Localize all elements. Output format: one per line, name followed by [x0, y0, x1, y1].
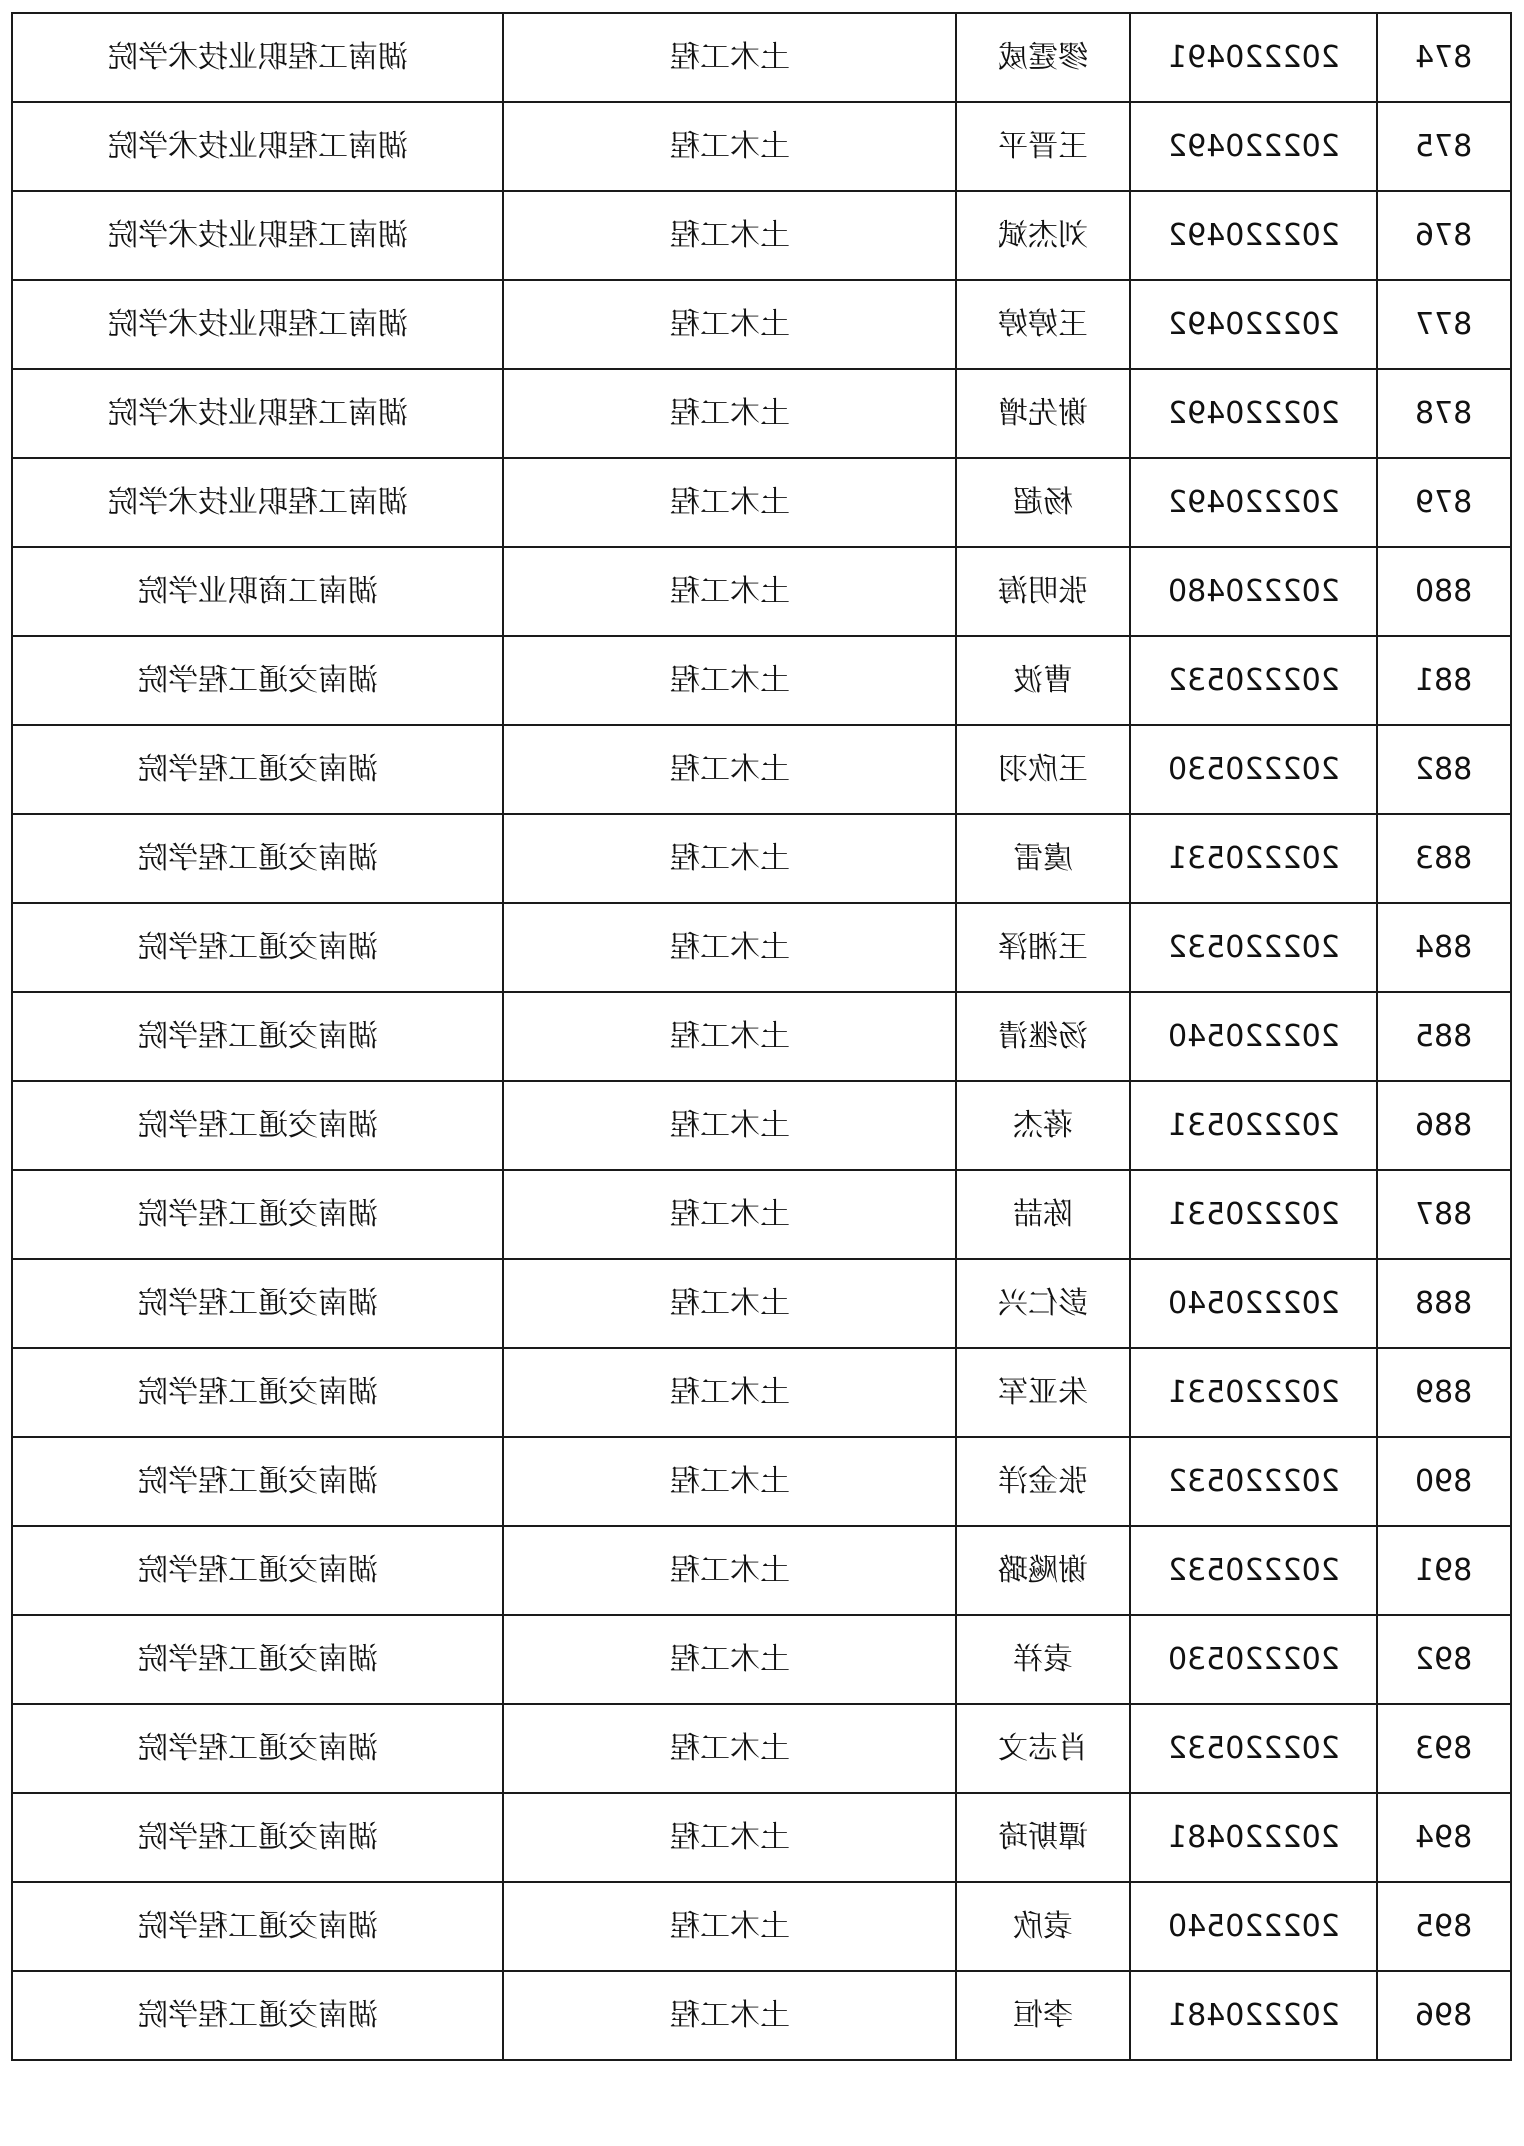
table-row: [12, 1081, 1511, 1170]
table-row: [12, 458, 1511, 547]
number-cell: [1377, 1526, 1511, 1615]
id-text: 202220531: [1167, 840, 1340, 876]
number-cell: [1377, 1882, 1511, 1971]
major-cell: [503, 1081, 956, 1170]
table-row: [12, 814, 1511, 903]
major-text: 土木工程: [669, 1819, 790, 1855]
major-cell: [503, 1526, 956, 1615]
school-cell: [12, 547, 503, 636]
table-row: [12, 369, 1511, 458]
name-text: 朱亚军: [998, 1374, 1088, 1410]
id-cell: [1130, 102, 1377, 191]
major-cell: [503, 1882, 956, 1971]
school-text: 湖南交通工程学院: [137, 1018, 378, 1054]
school-text: 湖南工程职业技术学院: [107, 306, 408, 342]
table-row: [12, 1437, 1511, 1526]
name-text: 虞雷: [1013, 840, 1073, 876]
number-text: 896: [1415, 1997, 1473, 2033]
major-text: 土木工程: [669, 306, 790, 342]
table-row: [12, 1882, 1511, 1971]
id-text: 202220532: [1167, 1552, 1340, 1588]
id-cell: [1130, 1170, 1377, 1259]
name-cell: [956, 903, 1130, 992]
id-cell: [1130, 814, 1377, 903]
id-text: 202220531: [1167, 1374, 1340, 1410]
number-text: 891: [1415, 1552, 1473, 1588]
number-text: 889: [1415, 1374, 1473, 1410]
major-text: 土木工程: [669, 1285, 790, 1321]
major-cell: [503, 1170, 956, 1259]
school-text: 湖南交通工程学院: [137, 1285, 378, 1321]
school-cell: [12, 1259, 503, 1348]
school-text: 湖南交通工程学院: [137, 1463, 378, 1499]
table-row: [12, 191, 1511, 280]
number-cell: [1377, 458, 1511, 547]
major-text: 土木工程: [669, 1463, 790, 1499]
school-cell: [12, 1170, 503, 1259]
number-cell: [1377, 992, 1511, 1081]
school-cell: [12, 1971, 503, 2060]
school-cell: [12, 903, 503, 992]
name-text: 王婷婷: [998, 306, 1088, 342]
school-text: 湖南工程职业技术学院: [107, 484, 408, 520]
school-text: 湖南交通工程学院: [137, 1641, 378, 1677]
name-text: 张金洋: [998, 1463, 1088, 1499]
name-text: 曹波: [1013, 662, 1073, 698]
major-cell: [503, 1348, 956, 1437]
major-text: 土木工程: [669, 39, 790, 75]
table-row: [12, 547, 1511, 636]
id-cell: [1130, 1081, 1377, 1170]
school-text: 湖南交通工程学院: [137, 840, 378, 876]
school-text: 湖南交通工程学院: [137, 929, 378, 965]
number-cell: [1377, 814, 1511, 903]
id-cell: [1130, 1348, 1377, 1437]
school-cell: [12, 1437, 503, 1526]
table-row: [12, 1971, 1511, 2060]
number-text: 876: [1415, 217, 1473, 253]
school-cell: [12, 814, 503, 903]
id-text: 202220532: [1167, 1730, 1340, 1766]
name-text: 张明海: [998, 573, 1088, 609]
id-text: 202220540: [1167, 1018, 1340, 1054]
major-text: 土木工程: [669, 1730, 790, 1766]
major-text: 土木工程: [669, 751, 790, 787]
major-cell: [503, 903, 956, 992]
name-text: 王欣羽: [998, 751, 1088, 787]
name-cell: [956, 13, 1130, 102]
school-text: 湖南工程职业技术学院: [107, 128, 408, 164]
major-cell: [503, 1259, 956, 1348]
number-cell: [1377, 102, 1511, 191]
major-cell: [503, 1971, 956, 2060]
name-cell: [956, 1526, 1130, 1615]
name-text: 蒋杰: [1013, 1107, 1073, 1143]
name-text: 袁欣: [1013, 1908, 1073, 1944]
id-text: 202220532: [1167, 929, 1340, 965]
school-text: 湖南交通工程学院: [137, 662, 378, 698]
school-cell: [12, 636, 503, 725]
school-cell: [12, 1882, 503, 1971]
table-row: [12, 102, 1511, 191]
school-text: 湖南工程职业技术学院: [107, 395, 408, 431]
school-cell: [12, 992, 503, 1081]
number-cell: [1377, 1259, 1511, 1348]
id-cell: [1130, 458, 1377, 547]
major-cell: [503, 1704, 956, 1793]
id-cell: [1130, 547, 1377, 636]
number-cell: [1377, 1348, 1511, 1437]
school-text: 湖南工程职业技术学院: [107, 39, 408, 75]
major-cell: [503, 102, 956, 191]
id-text: 202220540: [1167, 1908, 1340, 1944]
school-cell: [12, 1526, 503, 1615]
id-text: 202220492: [1167, 217, 1340, 253]
id-text: 202220492: [1167, 128, 1340, 164]
id-cell: [1130, 636, 1377, 725]
name-text: 刘杰斌: [998, 217, 1088, 253]
major-text: 土木工程: [669, 1641, 790, 1677]
number-text: 881: [1415, 662, 1473, 698]
name-cell: [956, 1704, 1130, 1793]
name-cell: [956, 191, 1130, 280]
id-cell: [1130, 903, 1377, 992]
number-cell: [1377, 1971, 1511, 2060]
school-text: 湖南交通工程学院: [137, 751, 378, 787]
id-cell: [1130, 1437, 1377, 1526]
id-text: 202220531: [1167, 1107, 1340, 1143]
name-cell: [956, 1259, 1130, 1348]
table-row: [12, 992, 1511, 1081]
id-cell: [1130, 191, 1377, 280]
name-cell: [956, 992, 1130, 1081]
number-text: 874: [1415, 39, 1473, 75]
name-text: 李恒: [1013, 1997, 1073, 2033]
table-row: [12, 1615, 1511, 1704]
name-cell: [956, 1793, 1130, 1882]
major-cell: [503, 725, 956, 814]
major-cell: [503, 13, 956, 102]
school-cell: [12, 1081, 503, 1170]
name-cell: [956, 1170, 1130, 1259]
name-cell: [956, 725, 1130, 814]
number-cell: [1377, 191, 1511, 280]
major-cell: [503, 369, 956, 458]
school-text: 湖南交通工程学院: [137, 1552, 378, 1588]
number-cell: [1377, 1615, 1511, 1704]
name-text: 肖志文: [998, 1730, 1088, 1766]
school-text: 湖南交通工程学院: [137, 1196, 378, 1232]
table-row: [12, 280, 1511, 369]
major-text: 土木工程: [669, 1107, 790, 1143]
major-text: 土木工程: [669, 1908, 790, 1944]
name-text: 汤继清: [998, 1018, 1088, 1054]
table-row: [12, 725, 1511, 814]
name-cell: [956, 1437, 1130, 1526]
table-row: [12, 1259, 1511, 1348]
major-text: 土木工程: [669, 840, 790, 876]
name-cell: [956, 636, 1130, 725]
name-cell: [956, 1081, 1130, 1170]
id-text: 202220532: [1167, 662, 1340, 698]
number-text: 875: [1415, 128, 1473, 164]
major-cell: [503, 458, 956, 547]
major-cell: [503, 1615, 956, 1704]
major-cell: [503, 636, 956, 725]
roster-body: [12, 13, 1511, 2060]
id-text: 202220492: [1167, 306, 1340, 342]
id-cell: [1130, 1793, 1377, 1882]
school-cell: [12, 1615, 503, 1704]
number-text: 895: [1415, 1908, 1473, 1944]
school-cell: [12, 1704, 503, 1793]
major-text: 土木工程: [669, 662, 790, 698]
major-text: 土木工程: [669, 1374, 790, 1410]
id-cell: [1130, 1526, 1377, 1615]
id-text: 202220540: [1167, 1285, 1340, 1321]
number-text: 892: [1415, 1641, 1473, 1677]
major-text: 土木工程: [669, 1018, 790, 1054]
number-text: 877: [1415, 306, 1473, 342]
name-text: 谭斯琦: [998, 1819, 1088, 1855]
major-text: 土木工程: [669, 1552, 790, 1588]
school-cell: [12, 1793, 503, 1882]
id-cell: [1130, 1704, 1377, 1793]
school-text: 湖南交通工程学院: [137, 1374, 378, 1410]
school-cell: [12, 191, 503, 280]
number-cell: [1377, 1704, 1511, 1793]
id-cell: [1130, 1882, 1377, 1971]
number-text: 882: [1415, 751, 1473, 787]
name-cell: [956, 458, 1130, 547]
table-row: [12, 636, 1511, 725]
number-text: 894: [1415, 1819, 1473, 1855]
name-text: 王晋平: [998, 128, 1088, 164]
table-row: [12, 1348, 1511, 1437]
id-text: 202220491: [1167, 39, 1340, 75]
major-text: 土木工程: [669, 929, 790, 965]
name-cell: [956, 1348, 1130, 1437]
id-text: 202220492: [1167, 395, 1340, 431]
name-text: 王湘泽: [998, 929, 1088, 965]
major-cell: [503, 280, 956, 369]
table-row: [12, 1526, 1511, 1615]
school-cell: [12, 1348, 503, 1437]
major-text: 土木工程: [669, 1997, 790, 2033]
name-text: 袁祥: [1013, 1641, 1073, 1677]
major-text: 土木工程: [669, 395, 790, 431]
id-text: 202220480: [1167, 573, 1340, 609]
major-text: 土木工程: [669, 217, 790, 253]
major-cell: [503, 814, 956, 903]
number-cell: [1377, 725, 1511, 814]
id-text: 202220531: [1167, 1196, 1340, 1232]
name-cell: [956, 1971, 1130, 2060]
school-cell: [12, 725, 503, 814]
major-text: 土木工程: [669, 128, 790, 164]
school-text: 湖南交通工程学院: [137, 1730, 378, 1766]
id-cell: [1130, 992, 1377, 1081]
id-text: 202220481: [1167, 1997, 1340, 2033]
id-text: 202220530: [1167, 1641, 1340, 1677]
name-cell: [956, 1882, 1130, 1971]
number-text: 884: [1415, 929, 1473, 965]
number-cell: [1377, 13, 1511, 102]
school-cell: [12, 369, 503, 458]
table-row: [12, 1793, 1511, 1882]
number-cell: [1377, 1081, 1511, 1170]
number-text: 887: [1415, 1196, 1473, 1232]
school-text: 湖南交通工程学院: [137, 1997, 378, 2033]
name-cell: [956, 280, 1130, 369]
number-text: 890: [1415, 1463, 1473, 1499]
school-cell: [12, 102, 503, 191]
table-row: [12, 1704, 1511, 1793]
student-roster-table: [11, 12, 1512, 2061]
major-text: 土木工程: [669, 573, 790, 609]
number-cell: [1377, 369, 1511, 458]
major-cell: [503, 191, 956, 280]
number-cell: [1377, 1170, 1511, 1259]
id-cell: [1130, 1615, 1377, 1704]
name-text: 彭仁兴: [998, 1285, 1088, 1321]
name-cell: [956, 547, 1130, 636]
number-text: 885: [1415, 1018, 1473, 1054]
number-text: 886: [1415, 1107, 1473, 1143]
name-text: 陈喆: [1013, 1196, 1073, 1232]
name-cell: [956, 369, 1130, 458]
number-text: 879: [1415, 484, 1473, 520]
name-text: 杨超: [1013, 484, 1073, 520]
id-cell: [1130, 13, 1377, 102]
school-cell: [12, 280, 503, 369]
name-cell: [956, 814, 1130, 903]
id-text: 202220532: [1167, 1463, 1340, 1499]
id-text: 202220492: [1167, 484, 1340, 520]
school-text: 湖南交通工程学院: [137, 1107, 378, 1143]
number-cell: [1377, 636, 1511, 725]
id-cell: [1130, 1259, 1377, 1348]
school-cell: [12, 13, 503, 102]
id-cell: [1130, 280, 1377, 369]
school-text: 湖南交通工程学院: [137, 1819, 378, 1855]
number-cell: [1377, 1437, 1511, 1526]
school-text: 湖南工程职业技术学院: [107, 217, 408, 253]
number-text: 893: [1415, 1730, 1473, 1766]
table-row: [12, 903, 1511, 992]
name-text: 谢先增: [998, 395, 1088, 431]
number-text: 883: [1415, 840, 1473, 876]
number-text: 888: [1415, 1285, 1473, 1321]
school-text: 湖南交通工程学院: [137, 1908, 378, 1944]
table-row: [12, 13, 1511, 102]
name-cell: [956, 102, 1130, 191]
school-cell: [12, 458, 503, 547]
name-text: 缪霆威: [998, 39, 1088, 75]
major-cell: [503, 992, 956, 1081]
number-text: 880: [1415, 573, 1473, 609]
id-cell: [1130, 1971, 1377, 2060]
number-cell: [1377, 280, 1511, 369]
major-cell: [503, 547, 956, 636]
major-cell: [503, 1793, 956, 1882]
id-cell: [1130, 725, 1377, 814]
name-cell: [956, 1615, 1130, 1704]
major-text: 土木工程: [669, 1196, 790, 1232]
number-cell: [1377, 1793, 1511, 1882]
number-cell: [1377, 547, 1511, 636]
id-cell: [1130, 369, 1377, 458]
school-text: 湖南工商职业学院: [137, 573, 378, 609]
id-text: 202220530: [1167, 751, 1340, 787]
name-text: 谢飚璐: [998, 1552, 1088, 1588]
number-text: 878: [1415, 395, 1473, 431]
major-cell: [503, 1437, 956, 1526]
id-text: 202220481: [1167, 1819, 1340, 1855]
major-text: 土木工程: [669, 484, 790, 520]
number-cell: [1377, 903, 1511, 992]
table-row: [12, 1170, 1511, 1259]
